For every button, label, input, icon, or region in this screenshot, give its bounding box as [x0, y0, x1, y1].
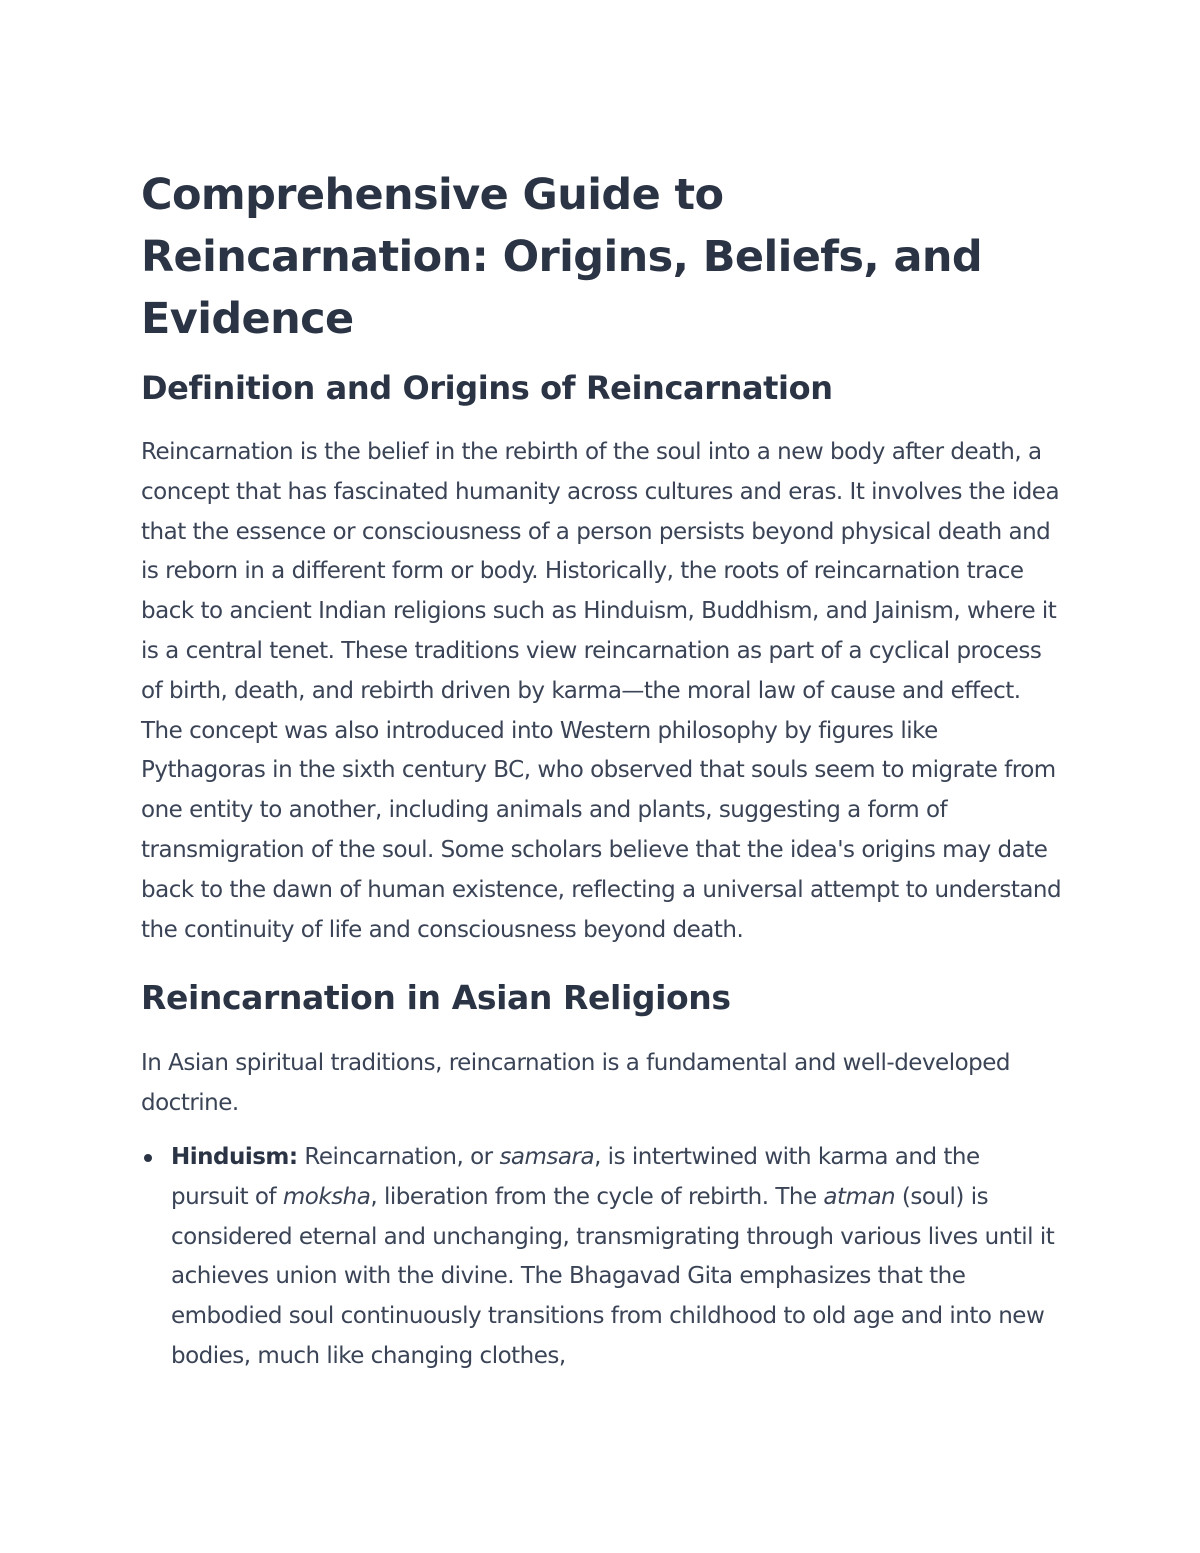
list-text-segment: Reincarnation, or	[297, 1143, 500, 1170]
list-text-segment: (soul) is considered eternal and unchanging, transmigrating through various lives until it achieves union with the divine. The Bhagavad Gita emphasizes that the embodied soul continuously transitions from childhood to old age and into new bodies, much like changing clothes,	[171, 1183, 1055, 1369]
list-item-term: Hinduism:	[171, 1143, 298, 1170]
document-title: Comprehensive Guide to Reincarnation: Origins, Beliefs, and Evidence	[141, 170, 983, 344]
definition-paragraph: Reincarnation is the belief in the rebirth of the soul into a new body after death, a concept that has fascinated humanity across cultures and eras. It involves the idea that the essence or consciousness of a person persists beyond physical death and is reborn in a different form or body. Historically, the roots of reincarnation trace back to ancient Indian religions such as Hinduism, Buddhism, and Jainism, where it is a central tenet. These traditions view reincarnation as part of a cyclical process of birth, death, and rebirth driven by karma—the moral law of cause and effect. The concept was also introduced into Western philosophy by figures like Pythagoras in the sixth century BC, who observed that souls seem to migrate from one entity to another, including animals and plants, suggesting a form of transmigration of the soul. Some scholars believe that the idea's origins may date back to the dawn of human existence, reflecting a universal attempt to understand the continuity of life and consciousness beyond death.	[141, 439, 1062, 943]
document-page	[141, 164, 1063, 1377]
list-item-hinduism	[141, 1138, 1063, 1377]
asian-religions-intro: In Asian spiritual traditions, reincarnation is a fundamental and well-developed doctrine.	[141, 1050, 1011, 1117]
term-moksha: moksha	[282, 1183, 371, 1210]
list-text-segment: , liberation from the cycle of rebirth. The	[370, 1183, 824, 1210]
section-heading-asian-religions: Reincarnation in Asian Religions	[141, 978, 731, 1018]
religion-list	[141, 1138, 1063, 1377]
term-atman: atman	[823, 1183, 896, 1210]
term-samsara: samsara	[499, 1143, 595, 1170]
bullet-icon	[144, 1154, 152, 1162]
section-heading-definition: Definition and Origins of Reincarnation	[141, 369, 833, 407]
list-text-segment: , is intertwined with karma and the pursuit of	[171, 1143, 980, 1210]
